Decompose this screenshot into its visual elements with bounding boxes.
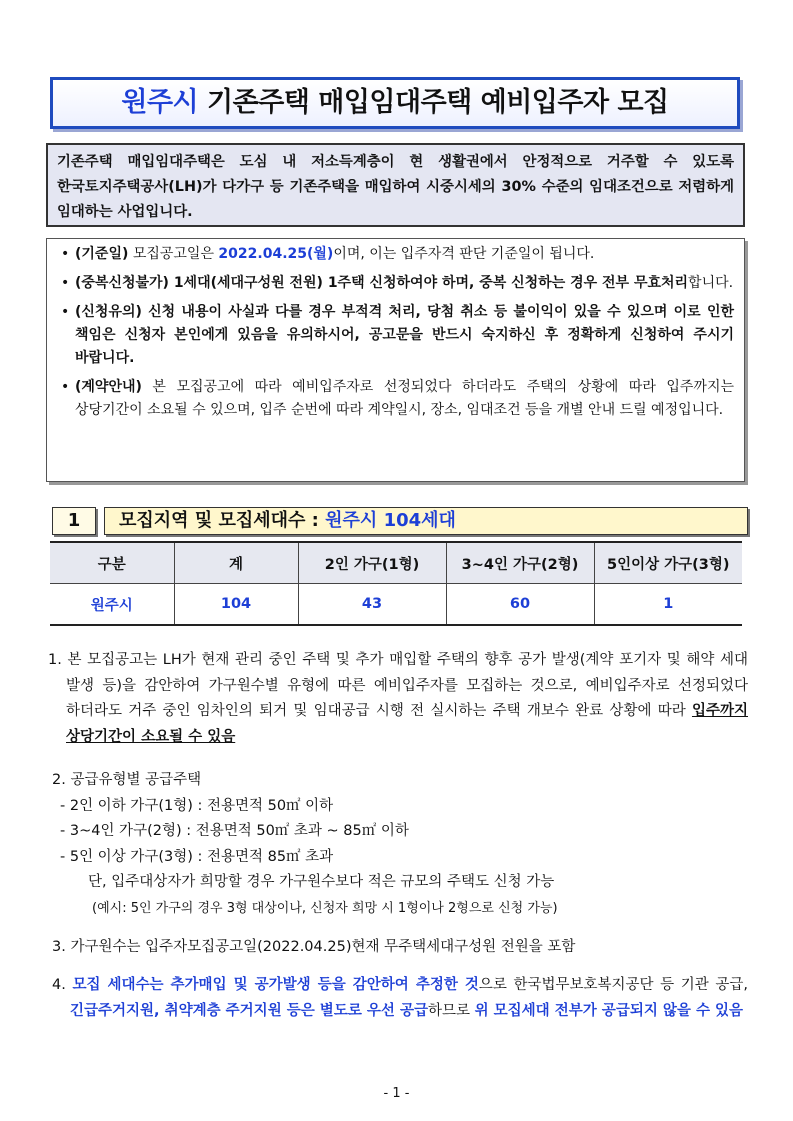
title-rest: 기존주택 매입임대주택 예비입주자 모집 (198, 87, 669, 118)
note-2-example: (예시: 5인 가구의 경우 3형 대상이나, 신청자 희망 시 1형이나 2형으로 신청 가능) (92, 900, 558, 916)
note-3: 3. 가구원수는 입주자모집공고일(2022.04.25)현재 무주택세대구성원 전원을 포함 (52, 939, 576, 955)
note-2-line: - 5인 이상 가구(3형) : 전용면적 85㎡ 초과 (60, 848, 334, 865)
table-cell: 1 (594, 584, 742, 626)
bullet-icon: • (61, 246, 70, 262)
title-city: 원주시 (121, 87, 199, 118)
bullet-icon: • (61, 275, 70, 291)
notes-section (48, 648, 748, 1024)
table-header: 2인 가구(1형) (298, 542, 446, 584)
note-2-line: 단, 입주대상자가 희망할 경우 가구원수보다 적은 규모의 주택도 신청 가능 (88, 874, 555, 890)
note-2-line: - 2인 이하 가구(1형) : 전용면적 50㎡ 이하 (60, 797, 334, 814)
intro-box: 기존주택 매입임대주택은 도심 내 저소득계층이 현 생활권에서 안정적으로 거주할 수 있도록 한국토지주택공사(LH)가 다가구 등 기존주택을 매입하여 시중시세의 30% 수준의 임대조건으로 저렴하게 임대하는 사업입니다. (46, 143, 745, 227)
table-cell: 60 (446, 584, 594, 626)
bullet-icon: • (61, 379, 70, 395)
note-4: 4. 모집 세대수는 추가매입 및 공가발생 등을 감안하여 추정한 것으로 한국법무보호복지공단 등 기관 공급, 긴급주거지원, 취약계층 주거지원 등은 별도로 우선 공급하므로 위 모집세대 전부가 공급되지 않을 수 있음 (52, 977, 748, 1019)
note-2 (48, 768, 748, 921)
page-title (50, 77, 740, 129)
section-number: 1 (52, 507, 96, 535)
table-header: 계 (174, 542, 298, 584)
recruitment-table (50, 541, 742, 626)
notice-item-contract: • (계약안내) 본 모집공고에 따라 예비입주자로 선정되었다 하더라도 주택의 상황에 따라 입주까지는 상당기간이 소요될 수 있으며, 입주 순번에 따라 계약일시, 장소, 임대조건 등을 개별 안내 드릴 예정입니다. (59, 376, 734, 422)
table-cell: 원주시 (50, 584, 174, 626)
table-row (50, 584, 742, 626)
notice-item-caution: • (신청유의) 신청 내용이 사실과 다를 경우 부적격 처리, 당첨 취소 등 불이익이 있을 수 있으며 이로 인한 책임은 신청자 본인에게 있음을 유의하시어, 공고문을 반드시 숙지하신 후 정확하게 신청하여 주시기 바랍니다. (59, 301, 734, 370)
notice-item-base-date: • (기준일) 모집공고일은 2022.04.25(월)이며, 이는 입주자격 판단 기준일이 됩니다. (59, 243, 734, 266)
table-header-row (50, 542, 742, 584)
notice-item-duplicate: • (중복신청불가) 1세대(세대구성원 전원) 1주택 신청하여야 하며, 중복 신청하는 경우 전부 무효처리합니다. (59, 272, 734, 295)
notice-box (46, 238, 745, 482)
note-1: 1. 본 모집공고는 LH가 현재 관리 중인 주택 및 추가 매입할 주택의 향후 공가 발생(계약 포기자 및 해약 세대 발생 등)을 감안하여 가구원수별 유형에 따른 예비입주자를 모집하는 것으로, 예비입주자로 선정되었다 하더라도 거주 중인 임차인의 퇴거 및 임대공급 시행 전 실시하는 주택 개보수 완료 상황에 따라 입주까지 상당기간이 소요될 수 있음 (48, 652, 748, 745)
bullet-icon: • (61, 304, 70, 320)
section-title: 모집지역 및 모집세대수 : 원주시 104세대 (104, 507, 748, 535)
table-cell: 43 (298, 584, 446, 626)
table-header: 5인이상 가구(3형) (594, 542, 742, 584)
note-2-title: 2. 공급유형별 공급주택 (52, 772, 202, 788)
note-2-line: - 3~4인 가구(2형) : 전용면적 50㎡ 초과 ~ 85㎡ 이하 (60, 823, 409, 839)
page-number: - 1 - (383, 1086, 410, 1101)
table-cell: 104 (174, 584, 298, 626)
table-header: 구분 (50, 542, 174, 584)
table-header: 3~4인 가구(2형) (446, 542, 594, 584)
